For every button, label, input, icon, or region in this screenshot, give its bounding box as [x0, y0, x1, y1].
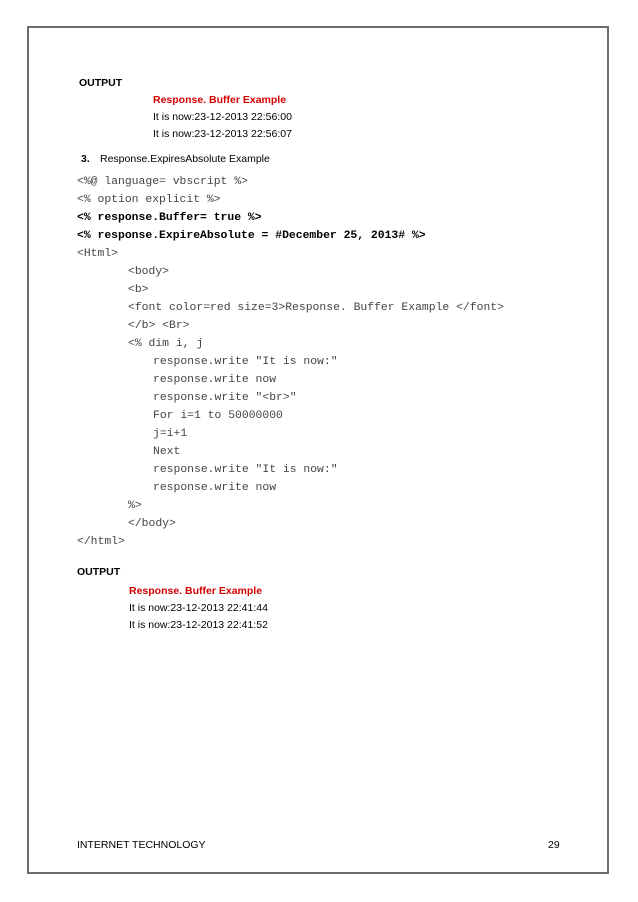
code-line: </b> <Br>	[128, 320, 190, 332]
output-line-2a: It is now:23-12-2013 22:41:44	[129, 602, 268, 614]
code-line: <% option explicit %>	[77, 194, 221, 206]
section-title: Response.ExpiresAbsolute Example	[100, 153, 270, 165]
code-line: <font color=red size=3>Response. Buffer Example </font>	[128, 302, 504, 314]
output-line-1b: It is now:23-12-2013 22:56:07	[153, 128, 292, 140]
code-line: <% response.ExpireAbsolute = #December 25, 2013# %>	[77, 230, 426, 242]
output-line-1a: It is now:23-12-2013 22:56:00	[153, 111, 292, 123]
code-line: <Html>	[77, 248, 119, 260]
code-line: </html>	[77, 536, 125, 548]
code-line: <b>	[128, 284, 149, 296]
code-line: <% dim i, j	[128, 338, 204, 350]
code-line: response.write now	[153, 482, 277, 494]
code-line: response.write "It is now:"	[153, 356, 338, 368]
code-line: response.write now	[153, 374, 277, 386]
code-line: j=i+1	[153, 428, 188, 440]
code-line: response.write "It is now:"	[153, 464, 338, 476]
code-line: %>	[128, 500, 142, 512]
code-line: <% response.Buffer= true %>	[77, 212, 262, 224]
code-line: For i=1 to 50000000	[153, 410, 283, 422]
section-number: 3.	[81, 153, 90, 165]
page-number: 29	[548, 839, 560, 851]
output-title-2: Response. Buffer Example	[129, 585, 263, 597]
code-line: Next	[153, 446, 181, 458]
output-heading-2: OUTPUT	[77, 566, 121, 578]
output-line-2b: It is now:23-12-2013 22:41:52	[129, 619, 268, 631]
code-line: </body>	[128, 518, 176, 530]
footer-title: INTERNET TECHNOLOGY	[77, 839, 206, 851]
code-line: <%@ language= vbscript %>	[77, 176, 248, 188]
code-line: response.write "<br>"	[153, 392, 297, 404]
output-heading-1: OUTPUT	[79, 77, 123, 89]
code-line: <body>	[128, 266, 170, 278]
output-title-1: Response. Buffer Example	[153, 94, 287, 106]
